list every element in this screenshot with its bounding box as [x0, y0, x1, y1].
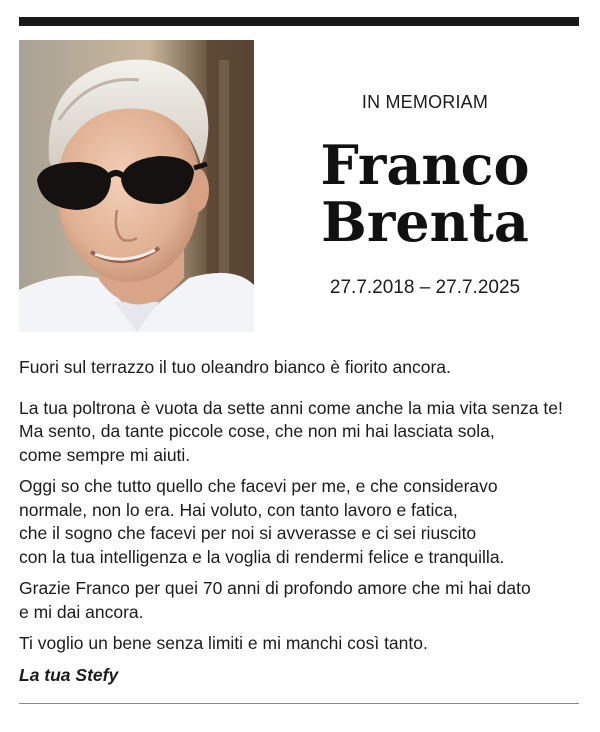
in-memoriam-label: IN MEMORIAM	[361, 92, 489, 112]
message-paragraph: La tua poltrona è vuota da sette anni come anche la mia vita senza te! Ma sento, da tante piccole cose, che non mi hai lasciata sola, come sempre mi aiuti.	[19, 397, 563, 465]
message-paragraph: Grazie Franco per quei 70 anni di profondo amore che mi hai dato e mi dai ancora.	[19, 578, 531, 622]
deceased-name	[310, 133, 540, 254]
message-paragraph: Fuori sul terrazzo il tuo oleandro bianco è fiorito ancora.	[19, 357, 451, 377]
memorial-dates: 27.7.2018 – 27.7.2025	[329, 277, 521, 298]
memorial-heading	[310, 92, 540, 299]
portrait-photo	[19, 40, 254, 332]
signature: La tua Stefy	[19, 664, 119, 685]
top-divider	[19, 17, 579, 26]
message-paragraph: Ti voglio un bene senza limiti e mi manchi così tanto.	[19, 633, 428, 653]
first-name: Franco	[320, 133, 530, 197]
message-paragraph: Oggi so che tutto quello che facevi per me, e che consideravo normale, non lo era. Hai voluto, con tanto lavoro e fatica, che il sogno che facevi per noi si avverasse e ci sei riuscito con la tua intelligenza e la voglia di rendermi felice e tranquilla.	[19, 476, 505, 567]
memorial-message	[19, 356, 584, 687]
bottom-divider	[19, 703, 579, 704]
last-name: Brenta	[321, 190, 529, 254]
